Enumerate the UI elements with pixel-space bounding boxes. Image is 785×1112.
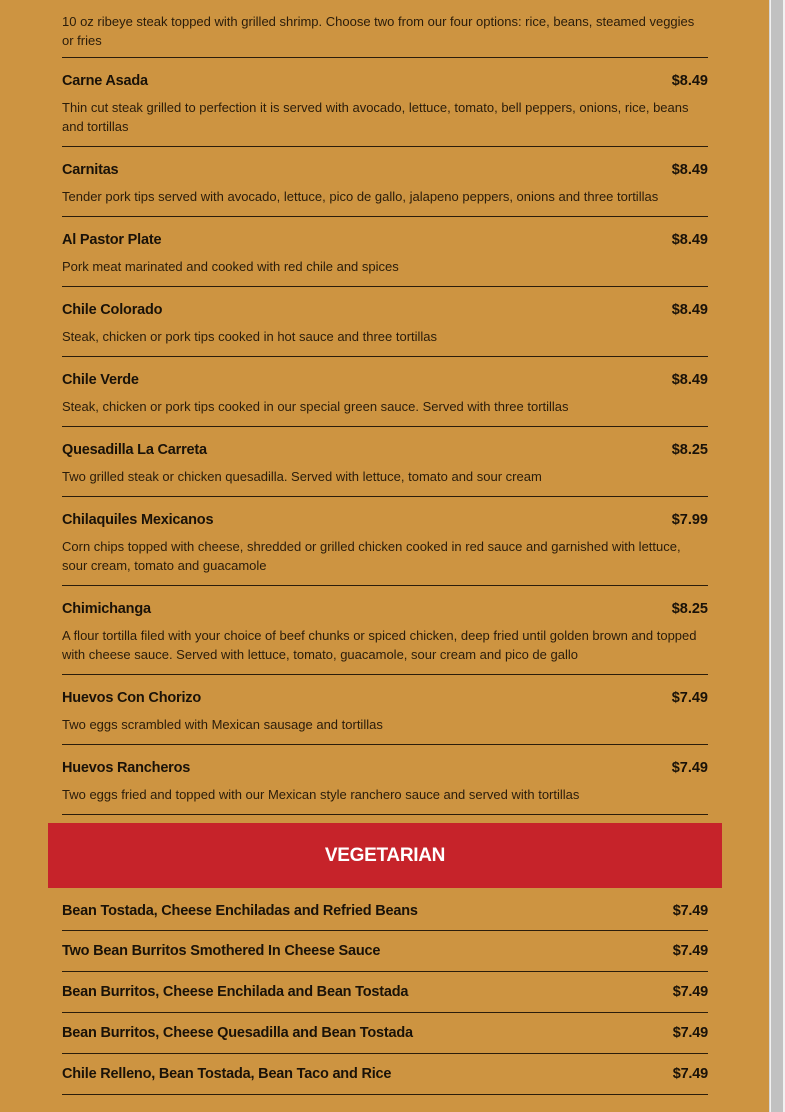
menu-item	[62, 586, 708, 675]
menu-item-price: $8.49	[671, 372, 708, 388]
menu-item-price: $8.49	[671, 302, 708, 318]
menu-item-description: A flour tortilla filed with your choice of beef chunks or spiced chicken, deep fried until golden brown and topped with cheese sauce. Served with lettuce, tomato, guacamole, sour cream and pico de gallo	[62, 628, 697, 662]
menu-item-description: Thin cut steak grilled to perfection it is served with avocado, lettuce, tomato, bell peppers, onions, rice, beans and tortillas	[62, 100, 689, 134]
menu-item	[62, 217, 708, 287]
menu-item-price: $7.49	[671, 760, 708, 776]
menu-item-price: $8.49	[671, 162, 708, 178]
menu-item	[62, 427, 708, 497]
menu-item-name: Huevos Con Chorizo	[62, 690, 201, 706]
menu-item-name: Chile Relleno, Bean Tostada, Bean Taco and Rice	[62, 1066, 392, 1082]
menu-item-price: $7.49	[672, 902, 708, 919]
menu-item-description: Two eggs fried and topped with our Mexican style ranchero sauce and served with tortillas	[62, 787, 580, 802]
menu-item-price: $7.99	[671, 512, 708, 528]
menu-item-description: Corn chips topped with cheese, shredded or grilled chicken cooked in red sauce and garnished with lettuce, sour cream, tomato and guacamole	[62, 539, 681, 573]
menu-item	[62, 675, 708, 745]
menu-item-description: Steak, chicken or pork tips cooked in our special green sauce. Served with three tortillas	[62, 399, 569, 414]
menu-item-name: Bean Tostada, Cheese Enchiladas and Refried Beans	[62, 902, 418, 919]
menu-item	[62, 497, 708, 586]
menu-item-price: $8.49	[671, 232, 708, 248]
menu-item-name: Carne Asada	[62, 73, 148, 89]
list-item	[62, 889, 708, 931]
menu-item-name: Chilaquiles Mexicanos	[62, 512, 214, 528]
menu-item-description: Two grilled steak or chicken quesadilla. Served with lettuce, tomato and sour cream	[62, 469, 542, 484]
menu-item-description: Steak, chicken or pork tips cooked in hot sauce and three tortillas	[62, 329, 438, 344]
menu-item-description: Tender pork tips served with avocado, lettuce, pico de gallo, jalapeno peppers, onions and three tortillas	[62, 189, 659, 204]
scrollbar-thumb[interactable]	[771, 0, 783, 1112]
menu-item-price: $7.49	[672, 1066, 708, 1082]
section-title: VEGETARIAN	[324, 844, 446, 866]
menu-item	[62, 357, 708, 427]
menu-item-description: 10 oz ribeye steak topped with grilled shrimp. Choose two from our four options: rice, beans, steamed veggies or fries	[62, 14, 695, 48]
menu-item	[62, 58, 708, 147]
vegetarian-item-list	[62, 889, 708, 1095]
menu-item	[62, 147, 708, 217]
menu-item-name: Two Bean Burritos Smothered In Cheese Sauce	[62, 943, 381, 959]
menu-item-description: Two eggs scrambled with Mexican sausage and tortillas	[62, 717, 383, 732]
menu-item-name: Chile Colorado	[62, 302, 163, 318]
menu-item-name: Huevos Rancheros	[62, 760, 191, 776]
menu-item-name: Chimichanga	[62, 601, 151, 617]
section-header-vegetarian	[48, 823, 722, 888]
menu-item-name: Quesadilla La Carreta	[62, 442, 207, 458]
menu-item	[62, 745, 708, 815]
menu-item-name: Bean Burritos, Cheese Enchilada and Bean Tostada	[62, 984, 409, 1000]
scrollbar[interactable]	[769, 0, 785, 1112]
menu-item-name: Carnitas	[62, 162, 119, 178]
menu-item-name: Bean Burritos, Cheese Quesadilla and Bean Tostada	[62, 1025, 413, 1041]
menu-item-price: $7.49	[672, 1025, 708, 1041]
menu-item-price: $7.49	[672, 943, 708, 959]
menu-item-list	[62, 58, 708, 815]
list-item	[62, 931, 708, 972]
list-item	[62, 1054, 708, 1095]
menu-item-description: Pork meat marinated and cooked with red chile and spices	[62, 259, 399, 274]
menu-item-price: $8.49	[671, 73, 708, 89]
list-item	[62, 1013, 708, 1054]
menu-item-price: $8.25	[671, 442, 708, 458]
menu-item-name: Al Pastor Plate	[62, 232, 162, 248]
menu-item-price: $8.25	[671, 601, 708, 617]
menu-item-price: $7.49	[672, 984, 708, 1000]
menu-item-name: Chile Verde	[62, 372, 139, 388]
list-item	[62, 972, 708, 1013]
menu-item-price: $7.49	[671, 690, 708, 706]
menu-item	[62, 287, 708, 357]
